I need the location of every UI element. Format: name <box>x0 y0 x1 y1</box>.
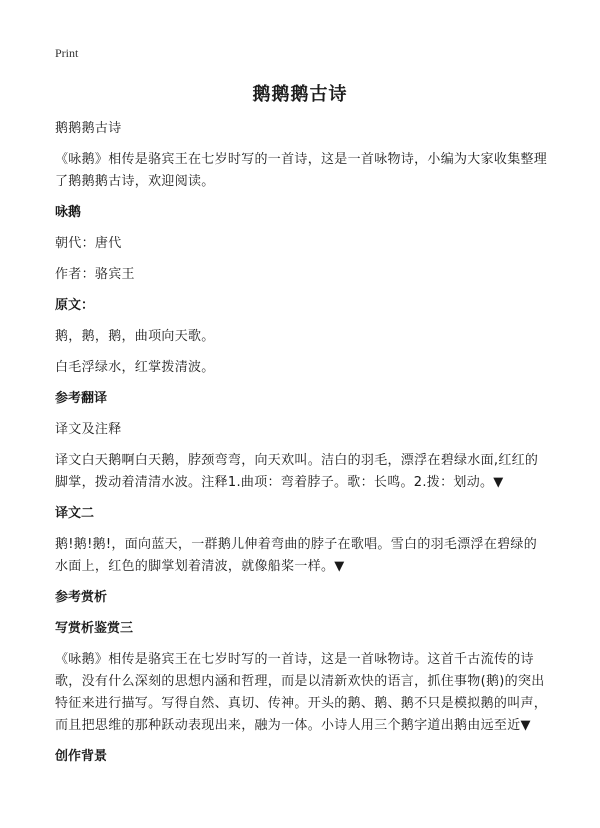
article-body <box>55 118 550 777</box>
poem-heading: 咏鹅 <box>55 205 82 220</box>
intro-paragraph: 《咏鹅》相传是骆宾王在七岁时写的一首诗，这是一首咏物诗，小编为大家收集整理了鹅鹅鹅古诗，欢迎阅读。 <box>55 152 548 189</box>
page-title: 鹅鹅鹅古诗 <box>252 84 348 105</box>
author-text: 作者：骆宾王 <box>55 267 135 282</box>
original-heading: 原文： <box>55 298 95 313</box>
translation-heading: 参考翻译 <box>55 391 108 406</box>
translation-subheading: 译文及注释 <box>55 422 122 437</box>
translation-paragraph: 译文白天鹅啊白天鹅，脖颈弯弯，向天欢叫。洁白的羽毛，漂浮在碧绿水面,红红的脚掌，拨动着清清水波。注释1.曲项：弯着脖子。歌：长鸣。2.拨：划动。▼ <box>55 453 539 490</box>
translation2-paragraph: 鹅!鹅!鹅!，面向蓝天，一群鹅儿伸着弯曲的脖子在歌唱。雪白的羽毛漂浮在碧绿的水面上，红色的脚掌划着清波，就像船桨一样。▼ <box>55 537 538 574</box>
poem-line-2: 白毛浮绿水，红掌拨清波。 <box>55 360 215 375</box>
article-subtitle: 鹅鹅鹅古诗 <box>55 121 122 136</box>
appreciation-paragraph: 《咏鹅》相传是骆宾王在七岁时写的一首诗，这是一首咏物诗。这首千古流传的诗歌，没有什么深刻的思想内涵和哲理，而是以清新欢快的语言，抓住事物(鹅)的突出特征来进行描写。写得自然、真切、传神。开头的鹅、鹅、鹅不只是模拟鹅的叫声，而且把思维的那种跃动表现出来，融为一体。小诗人用三个鹅字道出鹅由远至近▼ <box>55 652 548 733</box>
poem-line-1: 鹅，鹅，鹅，曲项向天歌。 <box>55 329 215 344</box>
print-link[interactable]: Print <box>55 46 79 60</box>
dynasty-text: 朝代：唐代 <box>55 236 122 251</box>
translation2-heading: 译文二 <box>55 506 95 521</box>
background-heading: 创作背景 <box>55 749 108 764</box>
appreciation-heading: 参考赏析 <box>55 590 108 605</box>
appreciation-subheading: 写赏析鉴赏三 <box>55 621 134 636</box>
